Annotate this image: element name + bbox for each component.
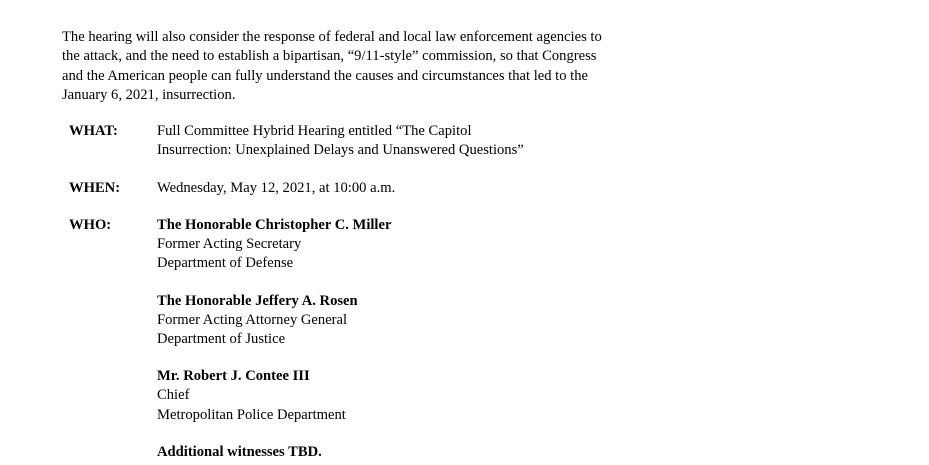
intro-line: the attack, and the need to establish a bipartisan, “9/11-style” commission, so that Congress [62,48,597,65]
additional-witnesses-note: Additional witnesses TBD. [157,443,322,460]
intro-line: The hearing will also consider the response of federal and local law enforcement agencies to [62,29,602,45]
what-value [157,122,857,160]
witness-title: Chief [157,387,190,404]
hearing-title-line: Insurrection: Unexplained Delays and Unanswered Questions” [157,142,524,159]
intro-paragraph [62,28,702,105]
when-section [69,179,869,198]
when-label: WHEN: [69,180,121,196]
when-value: Wednesday, May 12, 2021, at 10:00 a.m. [157,180,396,196]
what-section [69,122,869,160]
witness-entry [157,216,857,274]
witness-org: Metropolitan Police Department [157,406,346,423]
who-label: WHO: [69,217,112,233]
witness-name: The Honorable Christopher C. Miller [157,217,392,233]
intro-line: and the American people can fully understand the causes and circumstances that led to the [62,67,588,84]
witness-title: Former Acting Attorney General [157,311,348,328]
who-section [69,216,869,462]
intro-line: January 6, 2021, insurrection. [62,86,236,103]
witness-entry [157,292,857,350]
additional-witnesses [157,443,857,462]
what-label: WHAT: [69,123,118,139]
witness-name: The Honorable Jeffery A. Rosen [157,292,358,309]
witness-list [157,216,857,462]
witness-entry [157,367,857,425]
witness-title: Former Acting Secretary [157,236,302,253]
witness-org: Department of Defense [157,255,294,272]
witness-name: Mr. Robert J. Contee III [157,368,310,385]
hearing-title-line: Full Committee Hybrid Hearing entitled “The Capitol [157,123,472,139]
witness-org: Department of Justice [157,331,286,348]
